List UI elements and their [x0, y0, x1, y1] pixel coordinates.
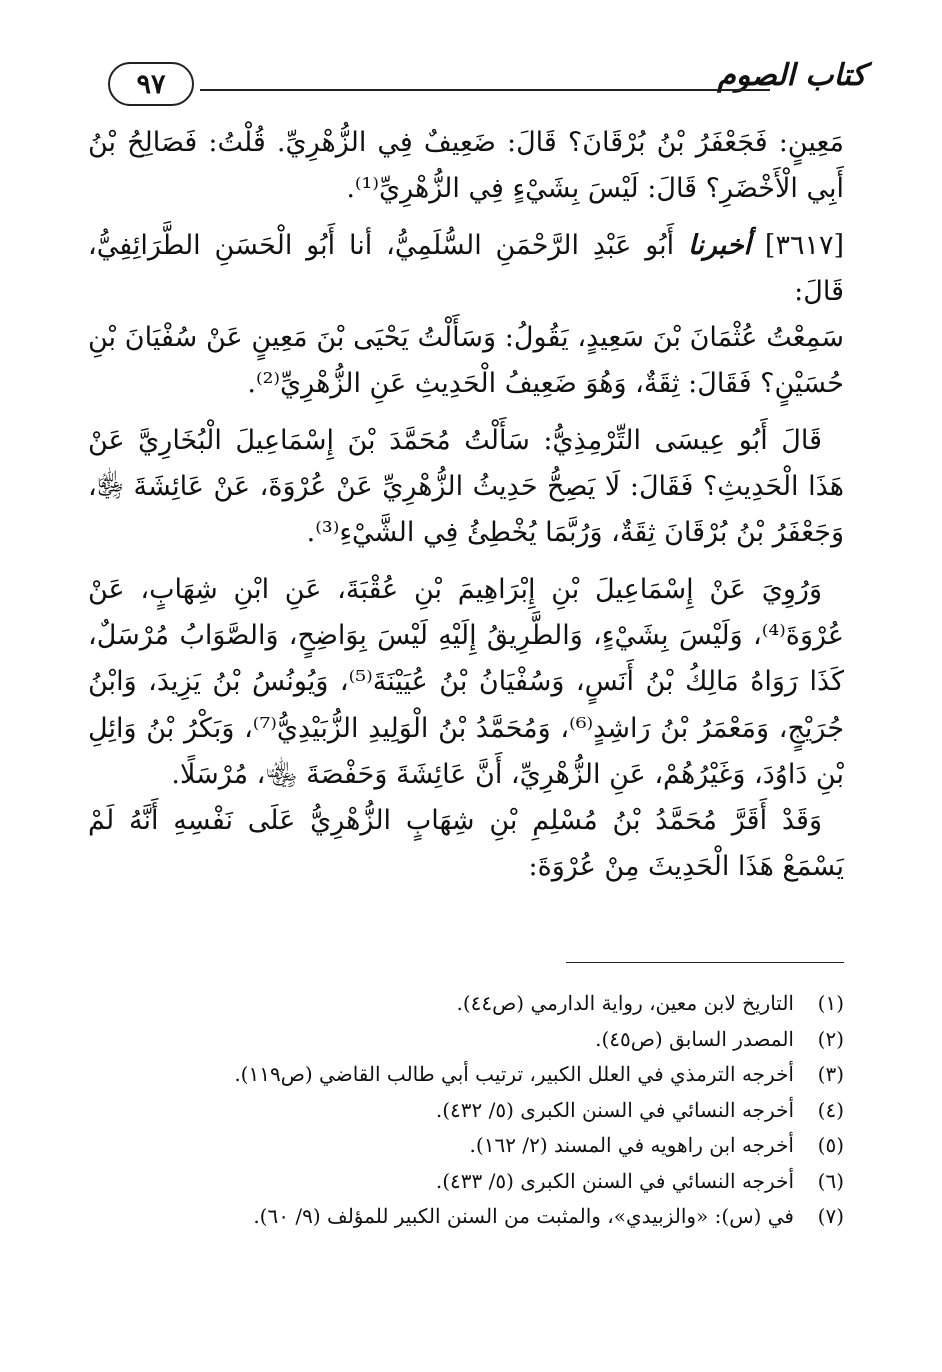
header-rule: [200, 89, 770, 91]
footnote-item: [104, 1093, 844, 1129]
footnote-text: أخرجه ابن راهويه في المسند (٢/ ١٦٢).: [469, 1133, 794, 1157]
footnote-text: أخرجه النسائي في السنن الكبرى (٥/ ٤٣٣).: [435, 1168, 794, 1193]
paragraph-4: وَرُوِيَ عَنْ إِسْمَاعِيلَ بْنِ إِبْرَاهِيمَ بْنِ عُقْبَةَ، عَنِ ابْنِ شِهَابٍ، عَنْ عُرْوَةَ⁽⁴⁾، وَلَيْسَ بِشَيْءٍ، وَالطَّرِيقُ إِلَيْهِ لَيْسَ بِوَاضِحٍ، وَالصَّوَابُ مُرْسَلٌ، كَذَا رَوَاهُ مَالِكُ بْنُ أَنَسٍ، وَسُفْيَانُ بْنُ عُيَيْنَةَ⁽⁵⁾، وَيُونُسُ بْنُ يَزِيدَ، وَابْنُ جُرَيْجٍ، وَمَعْمَرُ بْنُ رَاشِدٍ⁽⁶⁾، وَمُحَمَّدُ بْنُ الْوَلِيدِ الزُّبَيْدِيُّ⁽⁷⁾، وَبَكْرُ بْنُ وَائِلِ بْنِ دَاوُدَ، وَغَيْرُهُمْ، عَنِ الزُّهْرِيِّ، أَنَّ عَائِشَةَ وَحَفْصَةَ ﵄، مُرْسَلًا.: [88, 573, 845, 790]
footnote-text: المصدر السابق (ص٤٥).: [595, 1026, 794, 1051]
main-text: [88, 120, 844, 891]
footnote-separator: [566, 962, 844, 963]
footnote-item: [104, 1057, 844, 1093]
akhbarana-text: أَبُو عَبْدِ الرَّحْمَنِ السُّلَمِيُّ، أنا أَبُو الْحَسَنِ الطَّرَائِفِيُّ، قَالَ:: [88, 229, 844, 307]
footnote-item: [104, 986, 844, 1022]
footnote-number: (١): [817, 991, 844, 1015]
footnote-number: (٢): [817, 1026, 844, 1051]
page-number-badge: [108, 62, 194, 106]
page-number: ٩٧: [136, 68, 166, 100]
footnote-text: أخرجه النسائي في السنن الكبرى (٥/ ٤٣٢).: [435, 1097, 794, 1122]
paragraph-1: مَعِينٍ: فَجَعْفَرُ بْنُ بُرْقَانَ؟ قَالَ: ضَعِيفٌ فِي الزُّهْرِيِّ. قُلْتُ: فَصَالِحُ بْنُ أَبِي الْأَخْضَرِ؟ قَالَ: لَيْسَ بِشَيْءٍ فِي الزُّهْرِيِّ⁽¹⁾.: [88, 127, 844, 205]
footnote-text: في (س): «والزبيدي»، والمثبت من السنن الكبير للمؤلف (٩/ ٦٠).: [253, 1204, 794, 1228]
footnote-text: التاريخ لابن معين، رواية الدارمي (ص٤٤).: [456, 991, 794, 1015]
footnote-number: (٥): [817, 1133, 844, 1157]
footnote-text: أخرجه الترمذي في العلل الكبير، ترتيب أبي طالب القاضي (ص١١٩).: [234, 1062, 794, 1086]
footnote-item: [104, 1199, 844, 1235]
footnote-item: [104, 1164, 844, 1200]
hadith-number: [٣٦١٧]: [764, 229, 845, 261]
footnote-item: [104, 1022, 844, 1058]
page-header: [108, 56, 866, 106]
akhbarana-line: [88, 223, 844, 316]
footnote-item: [104, 1128, 844, 1164]
book-title: كتاب الصوم: [717, 58, 866, 93]
paragraph-5: وَقَدْ أَقَرَّ مُحَمَّدُ بْنُ مُسْلِمِ بْنِ شِهَابٍ الزُّهْرِيُّ عَلَى نَفْسِهِ أَنَّهُ لَمْ يَسْمَعْ هَذَا الْحَدِيثَ مِنْ عُرْوَةَ:: [88, 805, 844, 883]
paragraph-2: سَمِعْتُ عُثْمَانَ بْنَ سَعِيدٍ، يَقُولُ: وَسَأَلْتُ يَحْيَى بْنَ مَعِينٍ عَنْ سُفْيَانَ بْنِ حُسَيْنٍ؟ فَقَالَ: ثِقَةٌ، وَهُوَ ضَعِيفُ الْحَدِيثِ عَنِ الزُّهْرِيِّ⁽²⁾.: [88, 322, 844, 400]
footnote-number: (٤): [817, 1097, 844, 1122]
paragraph-3: قَالَ أَبُو عِيسَى التِّرْمِذِيُّ: سَأَلْتُ مُحَمَّدَ بْنَ إِسْمَاعِيلَ الْبُخَارِيَّ عَنْ هَذَا الْحَدِيثِ؟ فَقَالَ: لَا يَصِحُّ حَدِيثُ الزُّهْرِيِّ عَنْ عُرْوَةَ، عَنْ عَائِشَةَ ﵂، وَجَعْفَرُ بْنُ بُرْقَانَ ثِقَةٌ، وَرُبَّمَا يُخْطِئُ فِي الشَّيْءِ⁽³⁾.: [88, 424, 844, 549]
footnotes-list: [104, 986, 844, 1235]
footnote-number: (٣): [817, 1062, 844, 1086]
akhbarana-keyword: أخبرنا: [688, 229, 752, 261]
footnote-number: (٦): [817, 1168, 844, 1193]
footnote-number: (٧): [817, 1204, 844, 1228]
